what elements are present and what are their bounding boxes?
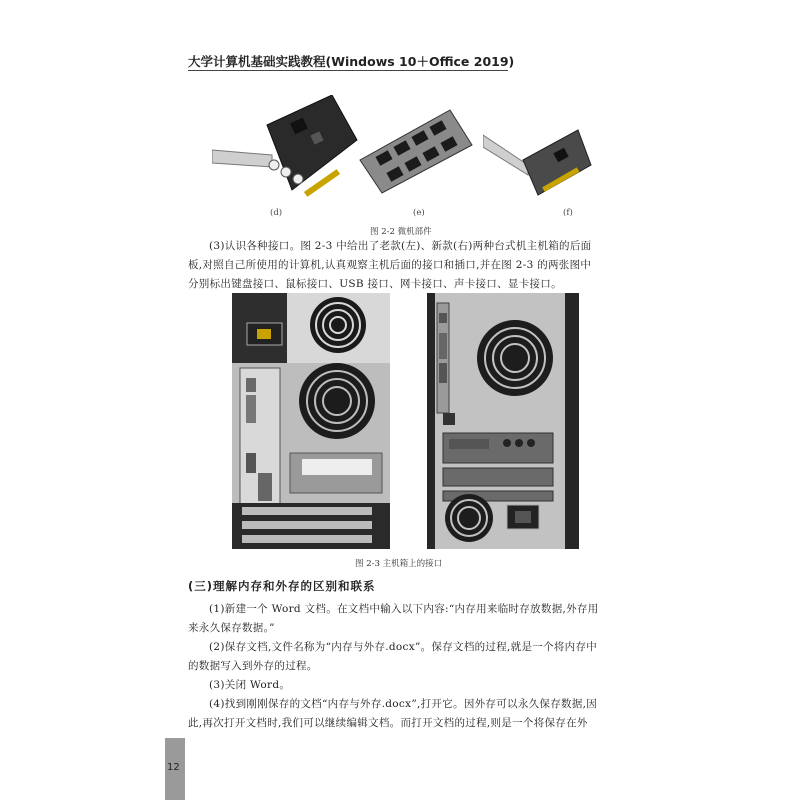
page-number: 12	[167, 762, 180, 773]
running-header: 大学计算机基础实践教程(Windows 10＋Office 2019)	[188, 54, 515, 69]
sound-card-photo	[212, 95, 362, 200]
interface-instructions	[188, 237, 608, 294]
figure-2-2-caption: 图 2-2 微机部件	[370, 227, 432, 237]
old-case-back-photo	[232, 293, 390, 549]
memory-storage-steps	[188, 600, 608, 733]
paragraph-line: (3)认识各种接口。图 2-3 中给出了老款(左)、新款(右)两种台式机主机箱的后面	[209, 240, 592, 252]
new-case-back-photo	[427, 293, 579, 549]
step-line: (3)关闭 Word。	[209, 679, 291, 691]
figure-2-3-caption: 图 2-3 主机箱上的接口	[355, 559, 443, 569]
step-line: 此,再次打开文档时,我们可以继续编辑文档。而打开文档的过程,则是一个将保存在外	[188, 717, 588, 729]
paragraph-line: 分别标出键盘接口、鼠标接口、USB 接口、网卡接口、声卡接口、显卡接口。	[188, 278, 562, 290]
step-line: (4)找到刚刚保存的文档“内存与外存.docx”,打开它。因外存可以永久保存数据,因	[209, 698, 598, 710]
network-card-photo	[483, 125, 593, 200]
step-line: (2)保存文档,文件名称为“内存与外存.docx”。保存文档的过程,就是一个将内存中	[209, 641, 598, 653]
paragraph-line: 板,对照自己所使用的计算机,认真观察主机后面的接口和插口,并在图 2-3 的两张图中	[188, 259, 592, 271]
figure-label-e: (e)	[413, 208, 425, 218]
section-title: (三)理解内存和外存的区别和联系	[188, 579, 376, 593]
figure-label-f: (f)	[563, 208, 573, 218]
step-line: 的数据写入到外存的过程。	[188, 660, 318, 672]
step-line: (1)新建一个 Word 文档。在文档中输入以下内容:“内存用来临时存放数据,外存用	[209, 603, 599, 615]
memory-module-photo	[355, 105, 475, 195]
step-line: 来永久保存数据。”	[188, 622, 275, 634]
figure-label-d: (d)	[270, 208, 283, 218]
